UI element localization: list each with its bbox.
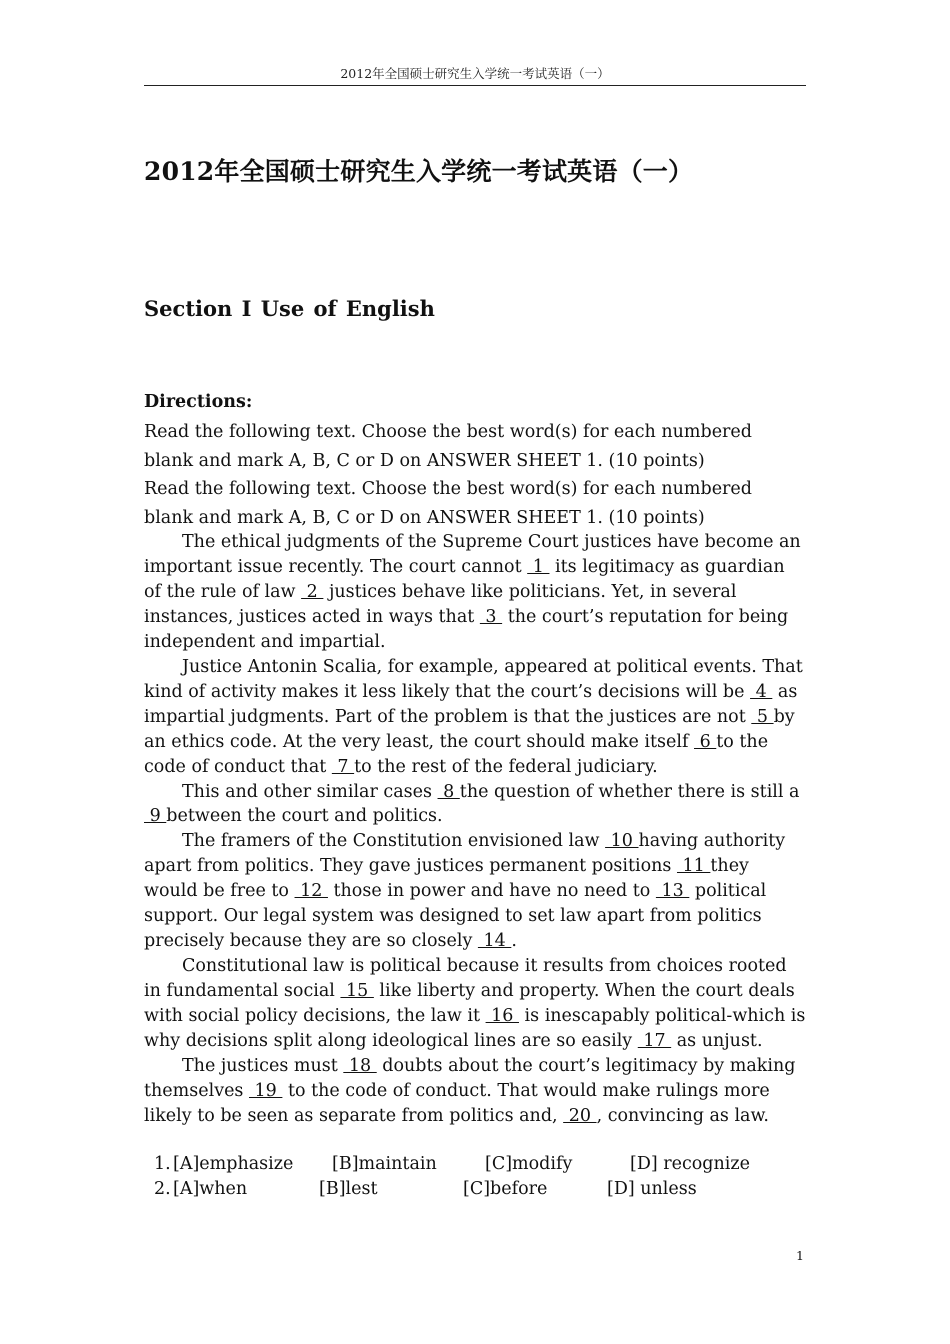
blank-11: 11	[676, 856, 711, 877]
blank-3: 3	[479, 606, 503, 627]
page-number: 1	[796, 1248, 804, 1263]
blank-5: 5	[751, 706, 774, 727]
passage-paragraph: Justice Antonin Scalia, for example, appeared at political events. That kind of activity makes it less likely that the court’s decisions will be 4 as impartial judgments. Part of the problem is that the justices are not 5 by an ethics code. At the very least, the court should make itself 6 to the code of conduct that 7 to the rest of the federal judiciary.	[144, 656, 803, 777]
header-divider	[144, 85, 806, 86]
blank-14: 14	[477, 931, 512, 952]
option-a: [A]when	[173, 1179, 248, 1199]
directions-label: Directions:	[144, 392, 253, 412]
option-c: [C]before	[463, 1179, 548, 1199]
option-a: [A]emphasize	[173, 1154, 294, 1174]
passage-paragraph: The framers of the Constitution envisioned law 10 having authority apart from politics. They gave justices permanent positions 11 they would be free to 12 those in power and have no need to 13 political support. Our legal system was designed to set law apart from politics precisely because they are so closely 14 .	[144, 831, 786, 952]
directions-text: Read the following text. Choose the best word(s) for each numbered blank and mark A, B, C or D on ANSWER SHEET 1. (10 points)	[144, 479, 752, 529]
blank-18: 18	[343, 1056, 377, 1077]
blank-4: 4	[750, 681, 773, 702]
option-c: [C]modify	[485, 1154, 573, 1174]
blank-16: 16	[485, 1006, 519, 1027]
cloze-passage	[144, 530, 806, 1129]
blank-13: 13	[655, 881, 690, 902]
option-d: [D] recognize	[630, 1154, 750, 1174]
blank-17: 17	[637, 1031, 672, 1052]
option-d: [D] unless	[607, 1179, 697, 1199]
blank-15: 15	[340, 981, 374, 1002]
directions-block	[144, 418, 804, 533]
blank-8: 8	[437, 781, 460, 802]
running-header: 2012年全国硕士研究生入学统一考试英语（一）	[340, 66, 610, 81]
blank-1: 1	[527, 556, 550, 577]
passage-paragraph: The ethical judgments of the Supreme Court justices have become an important issue recently. The court cannot 1 its legitimacy as guardian of the rule of law 2 justices behave like politicians. Yet, in several instances, justices acted in ways that 3 the court’s reputation for being independent and impartial.	[144, 532, 801, 652]
section-title: Section I Use of English	[144, 296, 435, 321]
page-title: 2012年全国硕士研究生入学统一考试英语（一）	[144, 157, 694, 186]
blank-6: 6	[694, 731, 717, 752]
blank-2: 2	[301, 581, 324, 602]
passage-paragraph: Constitutional law is political because it results from choices rooted in fundamental social 15 like liberty and property. When the court deals with social policy decisions, the law it 16 is inescapably political-which is why decisions split along ideological lines are so easily 17 as unjust.	[144, 956, 806, 1052]
blank-12: 12	[294, 881, 328, 902]
blank-19: 19	[248, 1080, 283, 1101]
option-b: [B]lest	[319, 1179, 378, 1199]
blank-9: 9	[144, 806, 167, 827]
option-b: [B]maintain	[332, 1154, 437, 1174]
passage-paragraph: The justices must 18 doubts about the court’s legitimacy by making themselves 19 to the code of conduct. That would make rulings more likely to be seen as separate from politics and, 20 , convincing as law.	[144, 1056, 796, 1126]
blank-20: 20	[563, 1105, 597, 1126]
blank-7: 7	[331, 756, 355, 777]
blank-10: 10	[605, 831, 639, 852]
passage-paragraph: This and other similar cases 8 the question of whether there is still a 9 between the court and politics.	[144, 781, 800, 827]
question-number: 2.	[154, 1179, 171, 1199]
directions-text: Read the following text. Choose the best word(s) for each numbered blank and mark A, B, C or D on ANSWER SHEET 1. (10 points)	[144, 422, 752, 471]
question-number: 1.	[154, 1154, 171, 1174]
